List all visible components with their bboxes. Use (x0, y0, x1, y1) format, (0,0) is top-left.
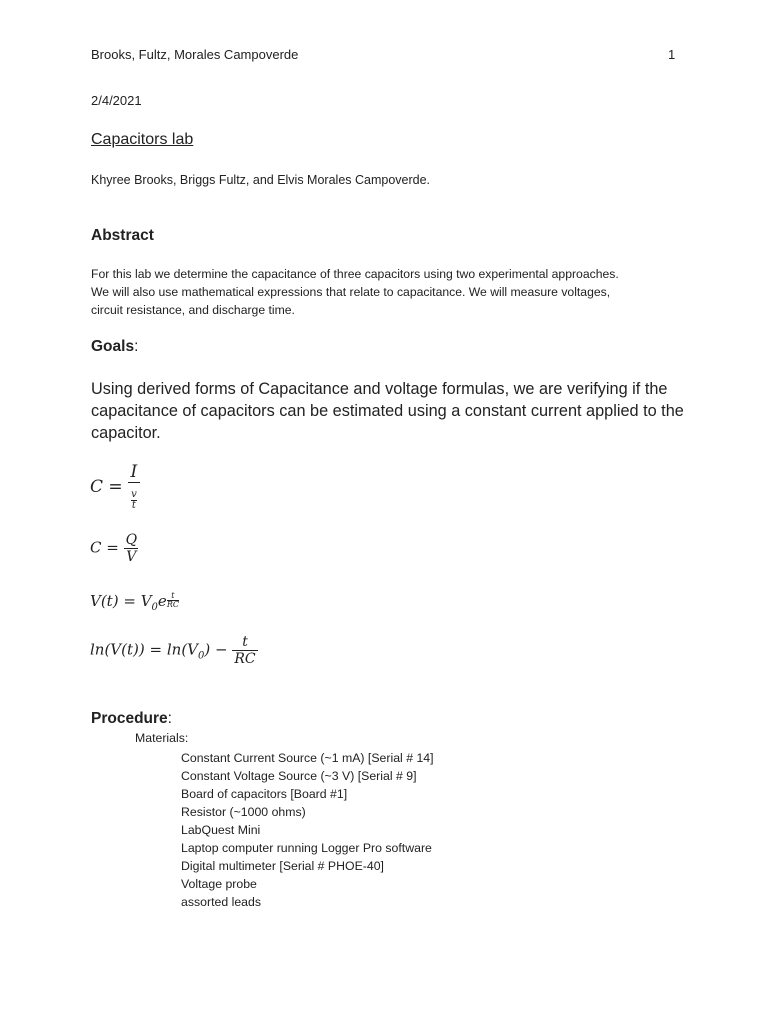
eq1-denominator (128, 482, 140, 511)
eq4-mid: ln(V (166, 640, 199, 659)
list-item: Constant Current Source (~1 mA) [Serial # 14] (181, 751, 434, 765)
list-item: LabQuest Mini (181, 823, 261, 837)
eq1-inner-fraction (130, 490, 138, 511)
eq3-exponent (167, 592, 179, 609)
document-date: 2/4/2021 (91, 93, 142, 108)
eq4-numerator: t (242, 634, 248, 650)
materials-list (181, 749, 434, 911)
eq4-lhs: ln(V(t)) (90, 640, 145, 659)
equation-capacitance-charge (90, 533, 139, 564)
procedure-heading (91, 710, 172, 728)
goals-line: capacitor. (91, 424, 161, 442)
eq2-fraction (124, 533, 139, 564)
eq1-equals-sign: = (108, 477, 129, 497)
page-number: 1 (668, 47, 676, 62)
eq4-fraction (232, 635, 257, 666)
eq1-numerator: I (130, 462, 138, 482)
author-list: Khyree Brooks, Briggs Fultz, and Elvis Morales Campoverde. (91, 173, 431, 187)
eq2-equals-sign: = (106, 538, 124, 557)
eq3-subscript: 0 (151, 602, 158, 613)
eq3-lhs: V(t) (90, 592, 119, 610)
eq1-fraction (128, 464, 140, 511)
procedure-heading-label: Procedure (91, 710, 168, 727)
abstract-heading: Abstract (91, 227, 154, 244)
goals-heading-colon: : (134, 338, 139, 355)
header-authors: Brooks, Fultz, Morales Campoverde (91, 47, 299, 62)
goals-paragraph (91, 378, 684, 444)
procedure-heading-colon: : (167, 710, 172, 727)
eq3-exp-denominator: RC (166, 600, 179, 609)
eq1-inner-denominator: t (131, 500, 136, 511)
abstract-paragraph (91, 265, 691, 319)
goals-heading-label: Goals (91, 338, 135, 355)
eq2-denominator: V (126, 549, 137, 565)
list-item: Constant Voltage Source (~3 V) [Serial # 9] (181, 769, 417, 783)
list-item: Board of capacitors [Board #1] (181, 787, 348, 801)
eq4-subscript: 0 (198, 650, 205, 662)
abstract-line: We will also use mathematical expressions that relate to capacitance. We will measure voltages, (91, 285, 611, 299)
eq4-denominator: RC (234, 651, 256, 667)
eq2-lhs: C (90, 538, 102, 557)
eq4-equals-sign: = (149, 640, 167, 659)
list-item: Laptop computer running Logger Pro software (181, 841, 432, 855)
abstract-line: For this lab we determine the capacitance of three capacitors using two experimental approaches. (91, 267, 619, 281)
equation-voltage-decay (90, 592, 179, 613)
list-item: Voltage probe (181, 877, 257, 891)
equation-log-voltage (90, 635, 258, 666)
eq3-exp-base: e (157, 592, 167, 610)
materials-label: Materials: (135, 731, 189, 745)
eq1-lhs: C (90, 477, 104, 497)
document-title: Capacitors lab (91, 131, 194, 148)
eq2-numerator: Q (125, 532, 138, 548)
list-item: Digital multimeter [Serial # PHOE-40] (181, 859, 384, 873)
goals-heading (91, 338, 138, 356)
goals-line: Using derived forms of Capacitance and voltage formulas, we are verifying if the (91, 380, 668, 398)
list-item: Resistor (~1000 ohms) (181, 805, 306, 819)
eq4-close: ) (204, 640, 211, 659)
eq3-base: V (140, 592, 152, 610)
eq1-inner-numerator: v (131, 489, 137, 500)
goals-line: capacitance of capacitors can be estimated using a constant current applied to the (91, 402, 684, 420)
eq3-exp-numerator: t (171, 591, 175, 600)
abstract-line: circuit resistance, and discharge time. (91, 303, 295, 317)
list-item: assorted leads (181, 895, 261, 909)
eq3-equals-sign: = (123, 592, 141, 610)
equation-capacitance-current (90, 464, 140, 511)
eq4-minus-sign: − (215, 640, 233, 659)
